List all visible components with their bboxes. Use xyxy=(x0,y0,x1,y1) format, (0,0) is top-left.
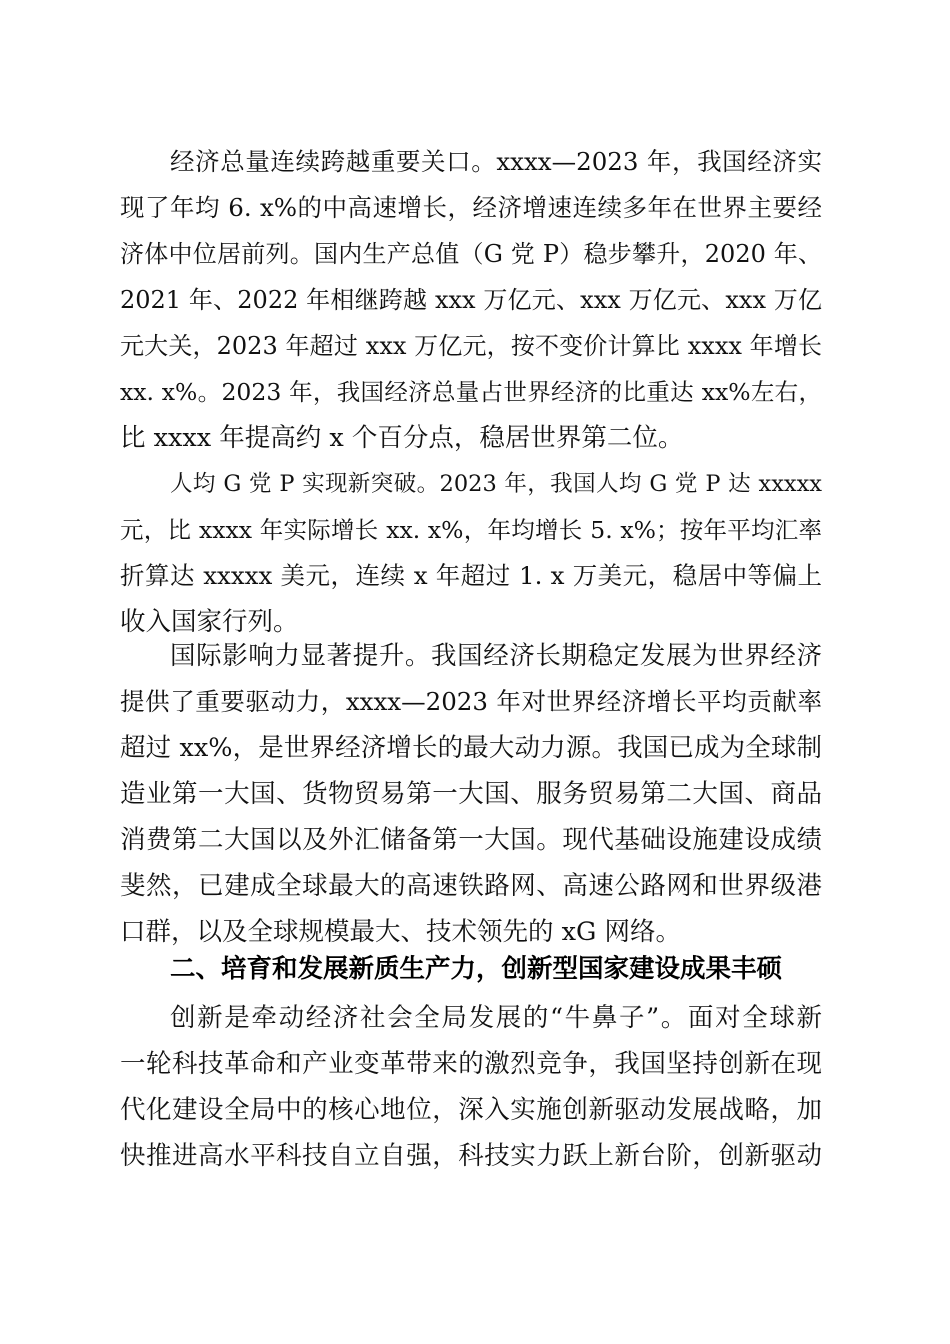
section-heading: 二、培育和发展新质生产力，创新型国家建设成果丰硕 xyxy=(170,954,783,984)
paragraph-4-line-3: 代化建设全局中的核心地位，深入实施创新驱动发展战略，加 xyxy=(120,1095,822,1125)
paragraph-2-line-1: 人均 G 党 P 实现新突破。2023 年，我国人均 G 党 P 达 xxxxx xyxy=(170,471,822,497)
paragraph-3-line-5: 消费第二大国以及外汇储备第一大国。现代基础设施建设成绩 xyxy=(120,825,822,855)
paragraph-3-line-7: 口群，以及全球规模最大、技术领先的 xG 网络。 xyxy=(120,917,681,947)
paragraph-3-line-4: 造业第一大国、货物贸易第一大国、服务贸易第二大国、商品 xyxy=(120,779,822,809)
paragraph-3-line-2: 提供了重要驱动力，xxxx—2023 年对世界经济增长平均贡献率 xyxy=(120,687,822,716)
paragraph-4-line-2: 一轮科技革命和产业变革带来的激烈竞争，我国坚持创新在现 xyxy=(120,1049,822,1079)
paragraph-1-line-6: xx. x%。2023 年，我国经济总量占世界经济的比重达 xx%左右， xyxy=(120,378,822,406)
paragraph-4-line-4: 快推进高水平科技自立自强，科技实力跃上新台阶，创新驱动 xyxy=(120,1141,822,1171)
paragraph-1-line-7: 比 xxxx 年提高约 x 个百分点，稳居世界第二位。 xyxy=(120,423,684,453)
paragraph-3-line-1: 国际影响力显著提升。我国经济长期稳定发展为世界经济 xyxy=(170,641,822,671)
paragraph-1-line-5: 元大关，2023 年超过 xxx 万亿元，按不变价计算比 xxxx 年增长 xyxy=(120,332,822,360)
paragraph-1-line-4: 2021 年、2022 年相继跨越 xxx 万亿元、xxx 万亿元、xxx 万亿 xyxy=(120,286,822,314)
paragraph-1-line-2: 现了年均 6. x%的中高速增长，经济增速连续多年在世界主要经 xyxy=(120,193,822,222)
paragraph-2-line-4: 收入国家行列。 xyxy=(120,607,299,637)
paragraph-4-line-1: 创新是牵动经济社会全局发展的“牛鼻子”。面对全球新 xyxy=(170,1003,822,1033)
paragraph-2-line-2: 元，比 xxxx 年实际增长 xx. x%，年均增长 5. x%；按年平均汇率 xyxy=(120,516,822,544)
paragraph-1-line-3: 济体中位居前列。国内生产总值（G 党 P）稳步攀升，2020 年、 xyxy=(120,240,822,268)
paragraph-1-line-1: 经济总量连续跨越重要关口。xxxx—2023 年，我国经济实 xyxy=(170,147,822,176)
paragraph-2-line-3: 折算达 xxxxx 美元，连续 x 年超过 1. x 万美元，稳居中等偏上 xyxy=(120,561,822,590)
paragraph-3-line-6: 斐然，已建成全球最大的高速铁路网、高速公路网和世界级港 xyxy=(120,871,822,901)
paragraph-3-line-3: 超过 xx%，是世界经济增长的最大动力源。我国已成为全球制 xyxy=(120,733,822,763)
